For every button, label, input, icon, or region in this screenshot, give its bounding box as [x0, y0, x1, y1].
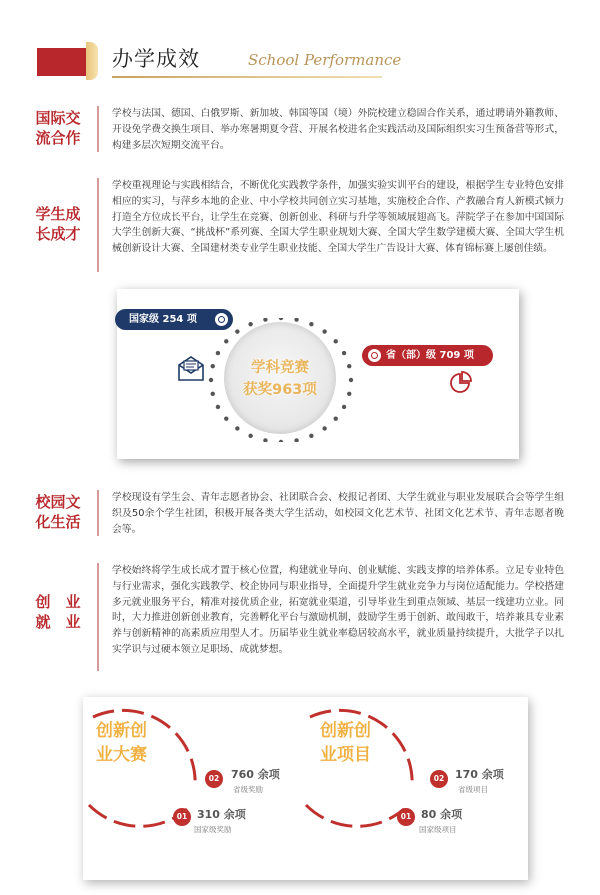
ring-dot	[322, 426, 326, 430]
innovation-project-line1: 创新创	[320, 721, 371, 741]
section-label-line1: 校园文	[35, 493, 81, 511]
contest-rank-badge-02: 02	[205, 770, 223, 788]
contest-rank-badge-01: 01	[173, 808, 191, 826]
innovation-contest-line1: 创新创	[96, 721, 147, 741]
center-line1: 学科竞赛	[251, 360, 309, 376]
ring-dot	[263, 318, 267, 322]
contest-provincial-label: 省级奖励	[233, 785, 263, 794]
ring-dot	[224, 416, 228, 420]
section-divider	[97, 106, 99, 152]
ring-dot	[322, 329, 326, 333]
contest-national-label: 国家级奖励	[194, 825, 232, 834]
ring-dot	[294, 318, 298, 322]
competition-center-text	[224, 357, 336, 401]
ring-dot	[279, 440, 283, 442]
project-rank-badge-02: 02	[430, 770, 448, 788]
innovation-project-line2: 业项目	[320, 745, 371, 765]
envelope-icon	[176, 355, 206, 383]
ring-dot	[248, 434, 252, 438]
provincial-awards-badge	[362, 345, 493, 366]
section-label-line2: 长成才	[35, 225, 81, 243]
ring-dot	[216, 405, 220, 409]
section-label-line1: 学生成	[35, 205, 81, 223]
ring-dot	[347, 392, 351, 396]
ring-dot	[209, 378, 213, 382]
ring-dot	[342, 351, 346, 355]
header-red-block	[37, 48, 87, 76]
ring-dot	[294, 438, 298, 442]
section-label-line2: 就 业	[35, 613, 81, 631]
ring-dot	[279, 318, 283, 320]
header-underline	[112, 76, 382, 78]
ring-dot	[334, 339, 338, 343]
section-divider	[97, 563, 99, 671]
pie-chart-icon	[449, 371, 473, 393]
project-rank-badge-01: 01	[397, 808, 415, 826]
target-icon	[368, 349, 381, 362]
project-national-value: 80 余项	[421, 808, 463, 821]
section-label-international	[30, 108, 86, 148]
section-divider	[97, 490, 99, 536]
project-provincial-value: 170 余项	[455, 768, 504, 781]
section-label-line2: 流合作	[35, 129, 81, 147]
section-text-international: 学校与法国、德国、白俄罗斯、新加坡、韩国等国（境）外院校建立稳固合作关系，通过聘请外籍教师、开设免学费交换生项目、举办寒暑期夏令营、开展名校进名企实践活动及国际组织实习生预备营等形式，构建多层次短期交流平台。	[112, 108, 564, 151]
ring-dot	[211, 364, 215, 368]
page-subtitle-en: School Performance	[248, 51, 402, 69]
national-awards-text: 国家级 254 项	[129, 314, 197, 325]
section-text-employment: 学校始终将学生成长成才置于核心位置，构建就业导向、创业赋能、实践支撑的培养体系。立足专业特色与行业需求，强化实践教学、校企协同与职业指导，全面提升学生就业竞争力与岗位适配能力。学校搭建多元就业服务平台，精准对接优质企业，拓宽就业渠道，引导毕业生到重点领域、基层一线建功立业。同时，大力推进创新创业教育，完善孵化平台与激励机制，鼓励学生勇于创新、敢闯敢干，培养兼具专业素养与创新精神的高素质应用型人才。历届毕业生就业率稳居较高水平，就业质量持续提升，大批学子以扎实学识与过硬本领立足职场、成就梦想。	[112, 565, 564, 655]
ring-dot	[216, 351, 220, 355]
section-label-line1: 国际交	[35, 109, 81, 127]
ring-dot	[235, 426, 239, 430]
section-divider	[97, 178, 99, 272]
ring-dot	[211, 392, 215, 396]
ring-dot	[263, 438, 267, 442]
section-text-growth: 学校重视理论与实践相结合，不断优化实践教学条件，加强实验实训平台的建设，根据学生专业特色安排相应的实习，与萍乡本地的企业、中小学校共同创立实习基地，实施校企合作、产教融合育人新模式倾力打造全方位成长平台，让学生在竞赛、创新创业、科研与升学等领域展翅高飞。萍院学子在参加中国国际大学生创新大赛、“挑战杯”系列赛、全国大学生职业规划大赛、全国大学生数学建模大赛、全国大学生机械创新设计大赛、全国建材类专业学生职业技能、全国大学生广告设计大赛、体育锦标赛上屡创佳绩。	[112, 180, 564, 255]
page-title: 办学成效	[112, 47, 200, 71]
provincial-awards-text: 省（部）级 709 项	[386, 350, 474, 361]
contest-national-value: 310 余项	[197, 808, 246, 821]
ring-dot	[334, 416, 338, 420]
ring-dot	[347, 364, 351, 368]
center-line2: 获奖963项	[243, 382, 317, 398]
ring-dot	[309, 434, 313, 438]
ring-dot	[224, 339, 228, 343]
section-label-line1: 创 业	[35, 593, 81, 611]
header-gold-tab	[86, 42, 98, 80]
innovation-project-title	[320, 719, 371, 767]
ring-dot	[248, 322, 252, 326]
ring-dot	[342, 405, 346, 409]
ring-dot	[309, 322, 313, 326]
section-label-growth	[30, 204, 86, 244]
contest-provincial-value: 760 余项	[231, 768, 280, 781]
project-provincial-label: 省级项目	[458, 785, 488, 794]
section-text-campus-life: 学校现设有学生会、青年志愿者协会、社团联合会、校报记者团、大学生就业与职业发展联合会等学生组织及50余个学生社团，积极开展各类大学生活动，如校园文化艺术节、社团文化艺术节、青年志愿者晚会等。	[112, 492, 564, 535]
ring-dot	[349, 378, 353, 382]
project-national-label: 国家级项目	[419, 825, 457, 834]
section-label-campus-life	[30, 492, 86, 532]
section-header	[0, 38, 600, 90]
innovation-contest-title	[96, 719, 147, 767]
section-label-line2: 化生活	[35, 513, 81, 531]
ring-dot	[235, 329, 239, 333]
section-label-employment	[30, 592, 86, 632]
innovation-contest-line2: 业大赛	[96, 745, 147, 765]
